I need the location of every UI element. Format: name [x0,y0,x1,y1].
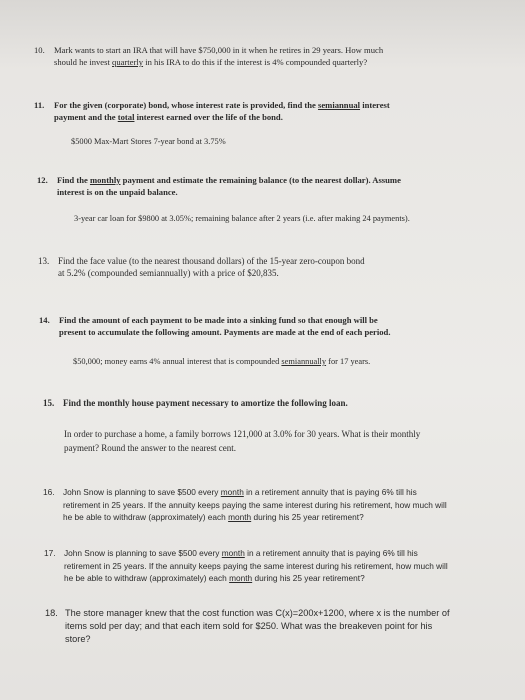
question-13 [38,255,498,279]
question-14 [39,314,504,338]
question-11-detail: $5000 Max-Mart Stores 7-year bond at 3.75% [71,137,226,146]
question-18 [45,607,515,646]
question-number: 17. [44,548,56,558]
question-number: 13. [38,256,50,266]
question-number: 18. [45,608,58,618]
question-12 [37,174,497,198]
question-10 [34,44,494,68]
question-12-detail: 3-year car loan for $9800 at 3.05%; remaining balance after 2 years (i.e. after making 24 payments). [74,214,410,223]
question-text: Find the face value (to the nearest thousand dollars) of the 15-year zero-coupon bond at 5.2% (compounded semiannually) with a price of $20,835. [58,256,365,278]
question-number: 14. [39,315,50,325]
question-text: The store manager knew that the cost function was C(x)=200x+1200, where x is the number of items sold per day; and that each item sold for $250. What was the breakeven point for his store? [65,608,450,644]
question-text: John Snow is planning to save $500 every month in a retirement annuity that is paying 6% till his retirement in 25 years. If the annuity keeps paying the same interest during his retirement, how much will he be able to withdraw (approximately) each month during his 25 year retirement? [64,548,448,583]
question-text: Find the monthly payment and estimate the remaining balance (to the nearest dollar). Assume interest is on the unpaid balance. [57,175,401,197]
question-number: 16. [43,487,55,497]
question-16 [43,486,513,524]
question-text: Find the amount of each payment to be made into a sinking fund so that enough will be present to accumulate the following amount. Payments are made at the end of each period. [59,315,391,337]
question-17 [44,547,514,585]
question-text: John Snow is planning to save $500 every month in a retirement annuity that is paying 6% till his retirement in 25 years. If the annuity keeps paying the same interest during his retirement, how much will he be able to withdraw (approximately) each month during his 25 year retirement? [63,487,447,522]
question-number: 10. [34,45,45,55]
question-14-detail: $50,000; money earns 4% annual interest that is compounded semiannually for 17 years. [73,357,371,366]
question-number: 12. [37,175,48,185]
question-text: For the given (corporate) bond, whose interest rate is provided, find the semiannual interest payment and the total interest earned over the life of the bond. [54,100,390,122]
question-number: 11. [34,100,45,110]
question-text: Mark wants to start an IRA that will have $750,000 in it when he retires in 29 years. How much should he invest quarterly in his IRA to do this if the interest is 4% compounded quarterly? [54,45,384,67]
question-text: Find the monthly house payment necessary to amortize the following loan. [63,398,348,408]
question-15 [43,397,503,409]
question-11 [34,99,494,123]
question-15-detail: In order to purchase a home, a family borrows 121,000 at 3.0% for 30 years. What is their monthly payment? Round the answer to the nearest cent. [64,429,421,453]
question-number: 15. [43,398,55,408]
